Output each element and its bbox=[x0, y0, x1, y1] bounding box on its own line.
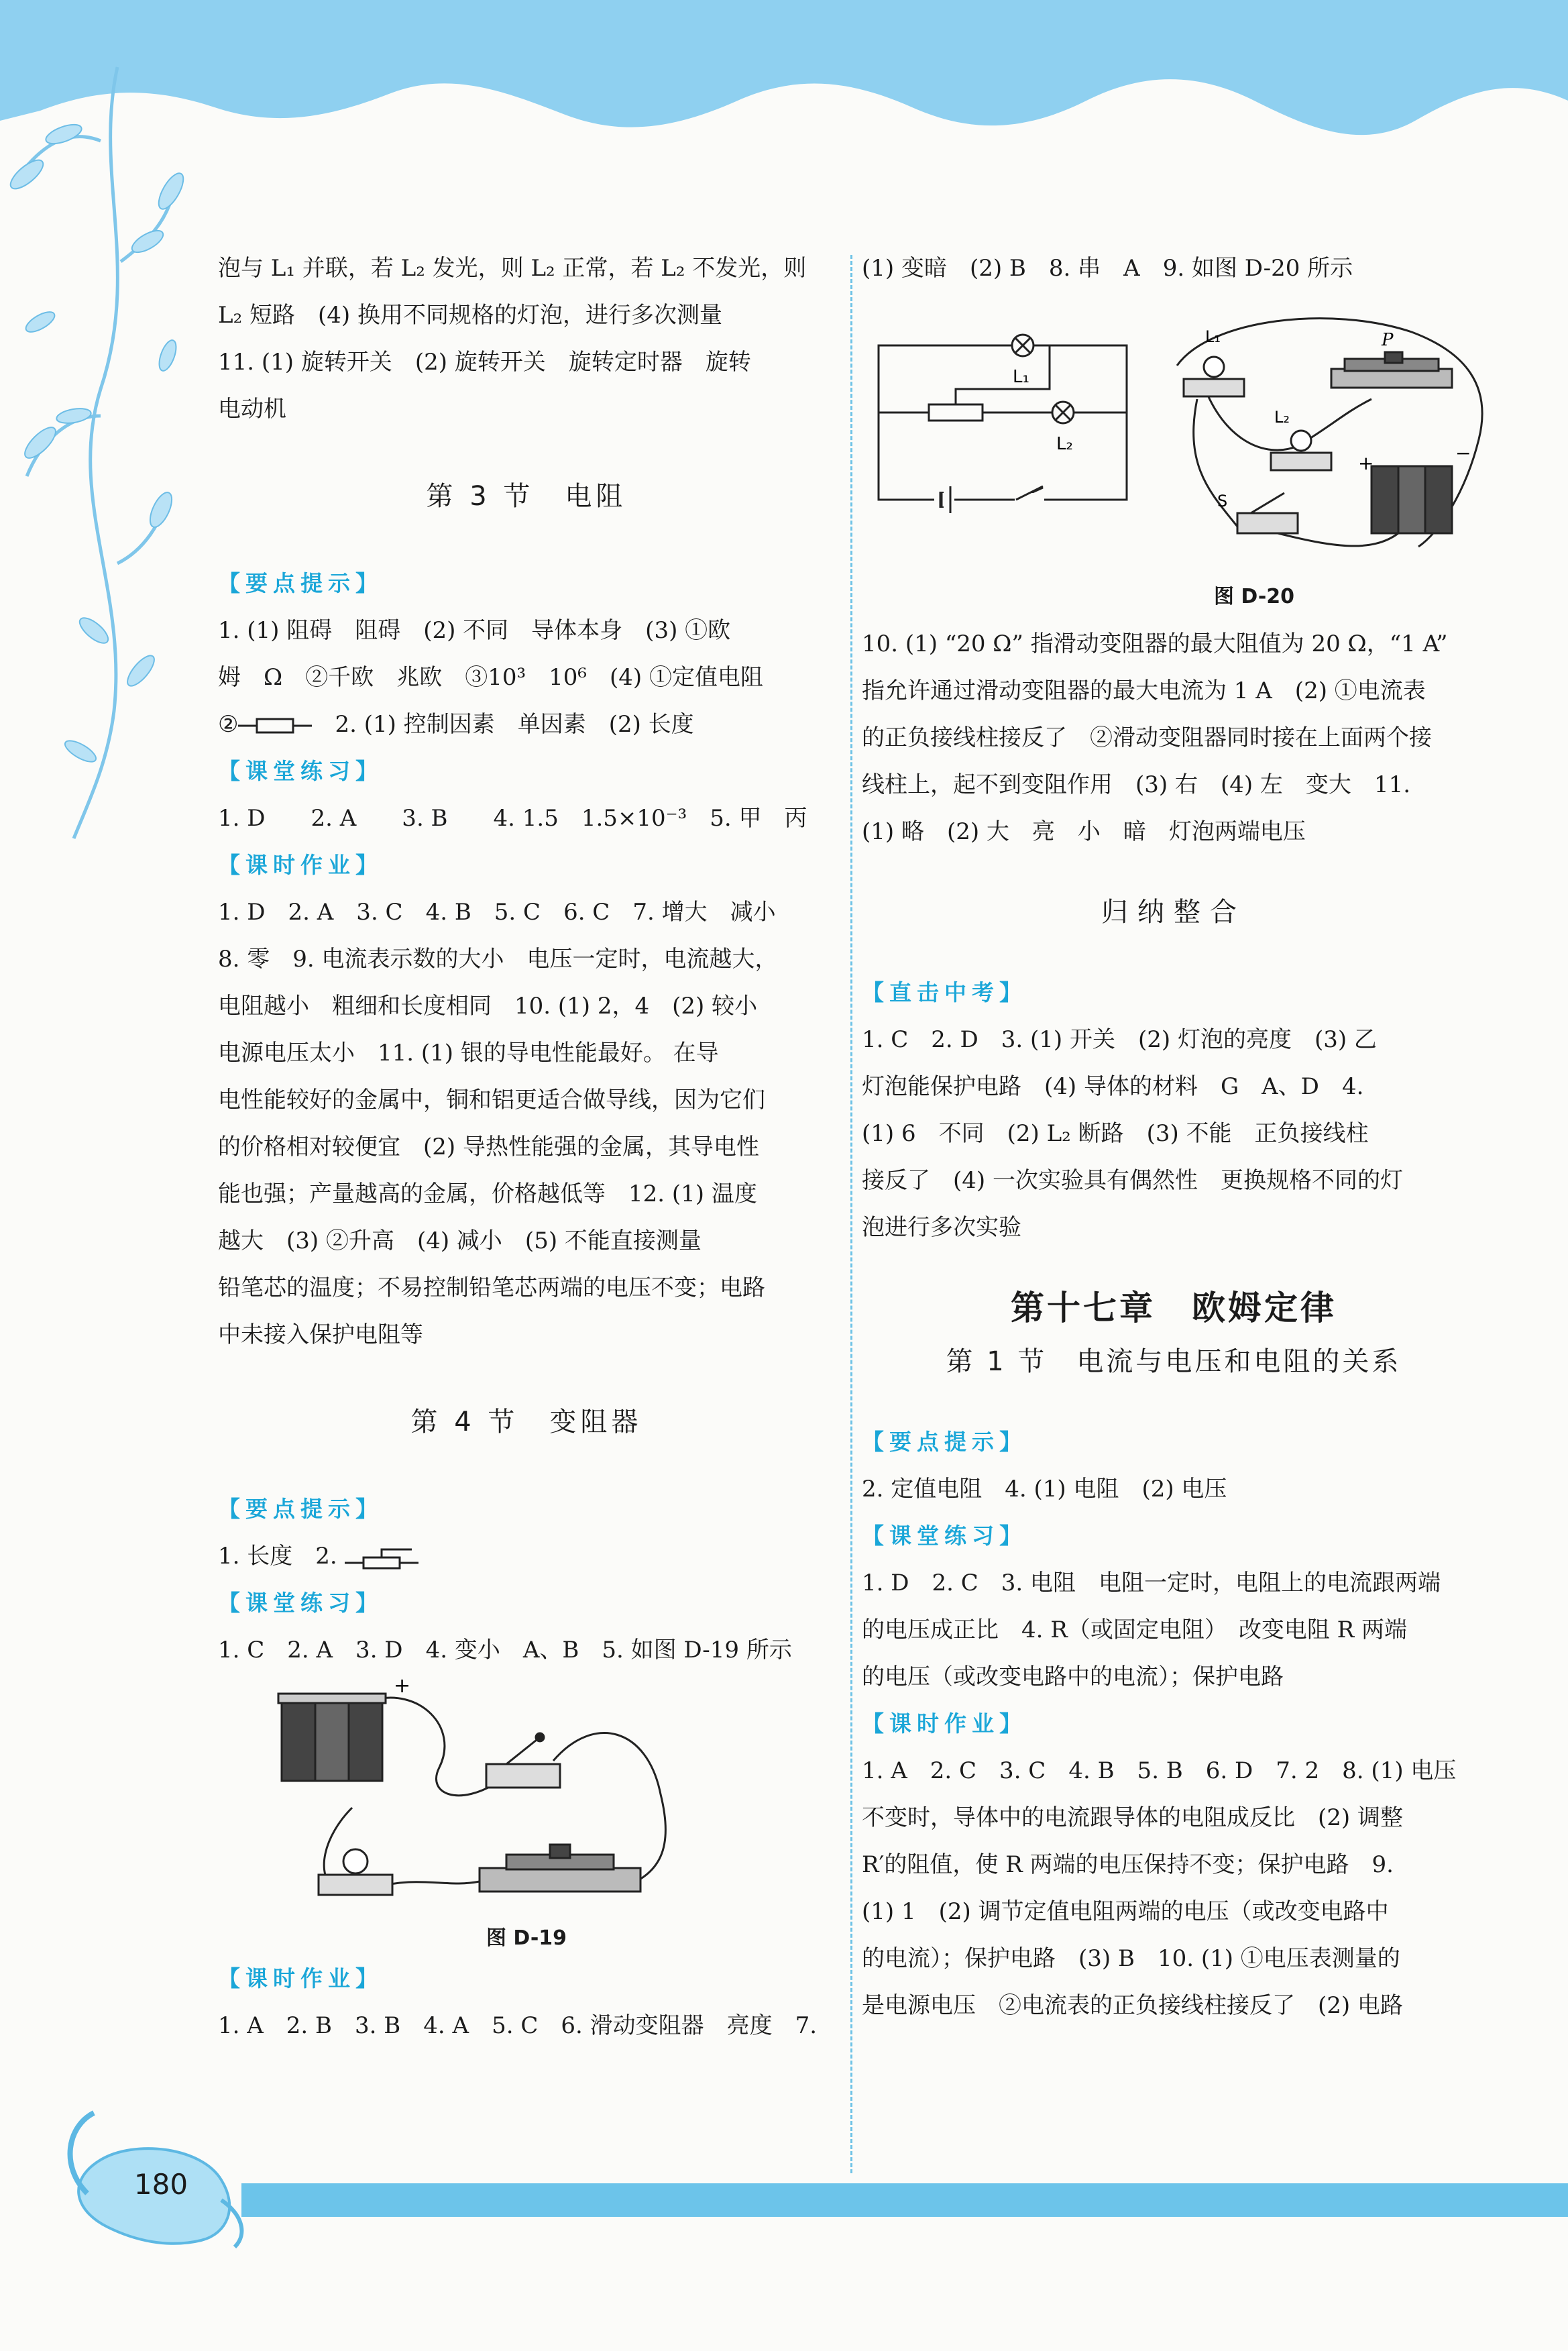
text-line: 10. (1) “20 Ω” 指滑动变阻器的最大阻值为 20 Ω，“1 A” bbox=[862, 631, 1448, 657]
figure-d20-drawing bbox=[862, 292, 1486, 573]
text-line: 不变时，导体中的电流跟导体的电阻成反比 (2) 调整 bbox=[862, 1804, 1403, 1831]
text-line: 的价格相对较便宜 (2) 导热性能强的金属，其导电性 bbox=[218, 1134, 759, 1160]
text-line: 1. (1) 阻碍 阻碍 (2) 不同 导体本身 (3) ①欧 bbox=[218, 617, 731, 644]
tag-homework: 【课时作业】 bbox=[218, 852, 383, 878]
text-line: 1. C 2. D 3. (1) 开关 (2) 灯泡的亮度 (3) 乙 bbox=[862, 1026, 1377, 1053]
tag-exam: 【直击中考】 bbox=[862, 979, 1027, 1005]
text-line: 中未接入保护电阻等 bbox=[218, 1321, 423, 1348]
text-line: 接反了 (4) 一次实验具有偶然性 更换规格不同的灯 bbox=[862, 1167, 1403, 1194]
text-line: 是电源电压 ②电流表的正负接线柱接反了 (2) 电路 bbox=[862, 1992, 1403, 2019]
rheostat-symbol bbox=[345, 1544, 418, 1571]
text-line: 电源电压太小 11. (1) 银的导电性能最好。 在导 bbox=[218, 1040, 719, 1067]
left-column bbox=[218, 245, 835, 2049]
fig20-l2: L₂ bbox=[1274, 408, 1290, 427]
text-line: 1. D 2. A 3. C 4. B 5. C 6. C 7. 增大 减小 bbox=[218, 899, 776, 926]
text-line: 姆 Ω ②千欧 兆欧 ③10³ 10⁶ (4) ①定值电阻 bbox=[218, 664, 763, 691]
figure-caption: 图 D-20 bbox=[1213, 585, 1295, 608]
chapter-title: 第十七章 欧姆定律 bbox=[1011, 1289, 1337, 1327]
section-title: 第 4 节 变阻器 bbox=[410, 1407, 642, 1437]
fig20-schematic-l1: L₁ bbox=[1013, 367, 1029, 387]
footer-decoration bbox=[0, 2066, 1568, 2267]
tag-key-points: 【要点提示】 bbox=[218, 570, 383, 596]
figure-caption: 图 D-19 bbox=[486, 1926, 567, 1950]
figure-d19-drawing bbox=[218, 1674, 835, 1915]
text-line: 铅笔芯的温度；不易控制铅笔芯两端的电压不变；电路 bbox=[218, 1274, 765, 1301]
tag-class-practice: 【课堂练习】 bbox=[218, 758, 383, 784]
fig19-plus: + bbox=[394, 1674, 411, 1698]
text-line: 1. 长度 2. bbox=[218, 1533, 835, 1580]
text-line: (1) 变暗 (2) B 8. 串 A 9. 如图 D-20 所示 bbox=[862, 255, 1353, 282]
text-line: 1. D 2. A 3. B 4. 1.5 1.5×10⁻³ 5. 甲 丙 bbox=[218, 805, 807, 832]
tag-class-practice: 【课堂练习】 bbox=[218, 1590, 383, 1616]
fig20-s: S bbox=[1217, 492, 1228, 510]
page-number: 180 bbox=[133, 2168, 188, 2201]
text-line: 电阻越小 粗细和长度相同 10. (1) 2，4 (2) 较小 bbox=[218, 993, 758, 1020]
resistor-symbol bbox=[238, 716, 312, 736]
section-title: 归纳整合 bbox=[1101, 897, 1246, 928]
text-line: 的电压（或改变电路中的电流）；保护电路 bbox=[862, 1663, 1284, 1690]
text-line: (1) 6 不同 (2) L₂ 断路 (3) 不能 正负接线柱 bbox=[862, 1120, 1369, 1147]
figure-d19 bbox=[218, 1674, 835, 1955]
fig20-schematic-l2: L₂ bbox=[1056, 434, 1073, 454]
section-title: 第 3 节 电阻 bbox=[426, 481, 627, 512]
tag-homework: 【课时作业】 bbox=[862, 1710, 1027, 1737]
text-line: (1) 1 (2) 调节定值电阻两端的电压（或改变电路中 bbox=[862, 1898, 1389, 1925]
text-line: (1) 略 (2) 大 亮 小 暗 灯泡两端电压 bbox=[862, 818, 1306, 845]
text-line: 线柱上，起不到变阻作用 (3) 右 (4) 左 变大 11. bbox=[862, 771, 1411, 798]
figure-d20 bbox=[862, 292, 1486, 620]
text-line: 能也强；产量越高的金属，价格越低等 12. (1) 温度 bbox=[218, 1181, 757, 1207]
text-line: 的正负接线柱接反了 ②滑动变阻器同时接在上面两个接 bbox=[862, 724, 1432, 751]
text-line: L₂ 短路 (4) 换用不同规格的灯泡，进行多次测量 bbox=[218, 302, 722, 329]
text-line: 1. D 2. C 3. 电阻 电阻一定时，电阻上的电流跟两端 bbox=[862, 1570, 1441, 1596]
text-line: 1. A 2. B 3. B 4. A 5. C 6. 滑动变阻器 亮度 7. bbox=[218, 2012, 818, 2039]
tag-key-points: 【要点提示】 bbox=[218, 1496, 383, 1522]
wave-header bbox=[0, 0, 1568, 201]
fig20-plus: + bbox=[1358, 452, 1374, 474]
text-line: 1. A 2. C 3. C 4. B 5. B 6. D 7. 2 8. (1) 电压 bbox=[862, 1757, 1457, 1784]
text-line: 8. 零 9. 电流表示数的大小 电压一定时，电流越大， bbox=[218, 946, 778, 973]
text-line: 的电流）；保护电路 (3) B 10. (1) ①电压表测量的 bbox=[862, 1945, 1400, 1972]
tag-homework: 【课时作业】 bbox=[218, 1965, 383, 1991]
vine-decoration bbox=[0, 40, 201, 845]
fig20-l1: L₁ bbox=[1205, 327, 1221, 346]
column-divider bbox=[850, 255, 852, 2173]
fig20-minus: − bbox=[1455, 442, 1471, 464]
text-line: 电动机 bbox=[218, 396, 286, 423]
text-line: 泡与 L₁ 并联，若 L₂ 发光，则 L₂ 正常，若 L₂ 不发光，则 bbox=[218, 255, 807, 282]
section-title: 第 1 节 电流与电压和电阻的关系 bbox=[946, 1346, 1402, 1377]
text-line: ② 2. (1) 控制因素 单因素 (2) 长度 bbox=[218, 711, 694, 738]
text-line: 泡进行多次实验 bbox=[862, 1214, 1021, 1241]
text-line: 灯泡能保护电路 (4) 导体的材料 G A、D 4. bbox=[862, 1073, 1364, 1100]
tag-class-practice: 【课堂练习】 bbox=[862, 1523, 1027, 1549]
tag-key-points: 【要点提示】 bbox=[862, 1429, 1027, 1455]
text-line: 的电压成正比 4. R（或固定电阻） 改变电阻 R 两端 bbox=[862, 1617, 1408, 1643]
right-column bbox=[862, 245, 1486, 2029]
fig20-p: P bbox=[1382, 330, 1394, 350]
text-line: 越大 (3) ②升高 (4) 减小 (5) 不能直接测量 bbox=[218, 1227, 702, 1254]
text-line: 2. 定值电阻 4. (1) 电阻 (2) 电压 bbox=[862, 1476, 1227, 1502]
text-line: 1. C 2. A 3. D 4. 变小 A、B 5. 如图 D-19 所示 bbox=[218, 1637, 792, 1663]
text-line: 电性能较好的金属中，铜和铝更适合做导线，因为它们 bbox=[218, 1087, 765, 1113]
text-line: 指允许通过滑动变阻器的最大电流为 1 A (2) ①电流表 bbox=[862, 677, 1426, 704]
text-line: 11. (1) 旋转开关 (2) 旋转开关 旋转定时器 旋转 bbox=[218, 349, 751, 376]
text-line: R′的阻值，使 R 两端的电压保持不变；保护电路 9. bbox=[862, 1851, 1394, 1878]
